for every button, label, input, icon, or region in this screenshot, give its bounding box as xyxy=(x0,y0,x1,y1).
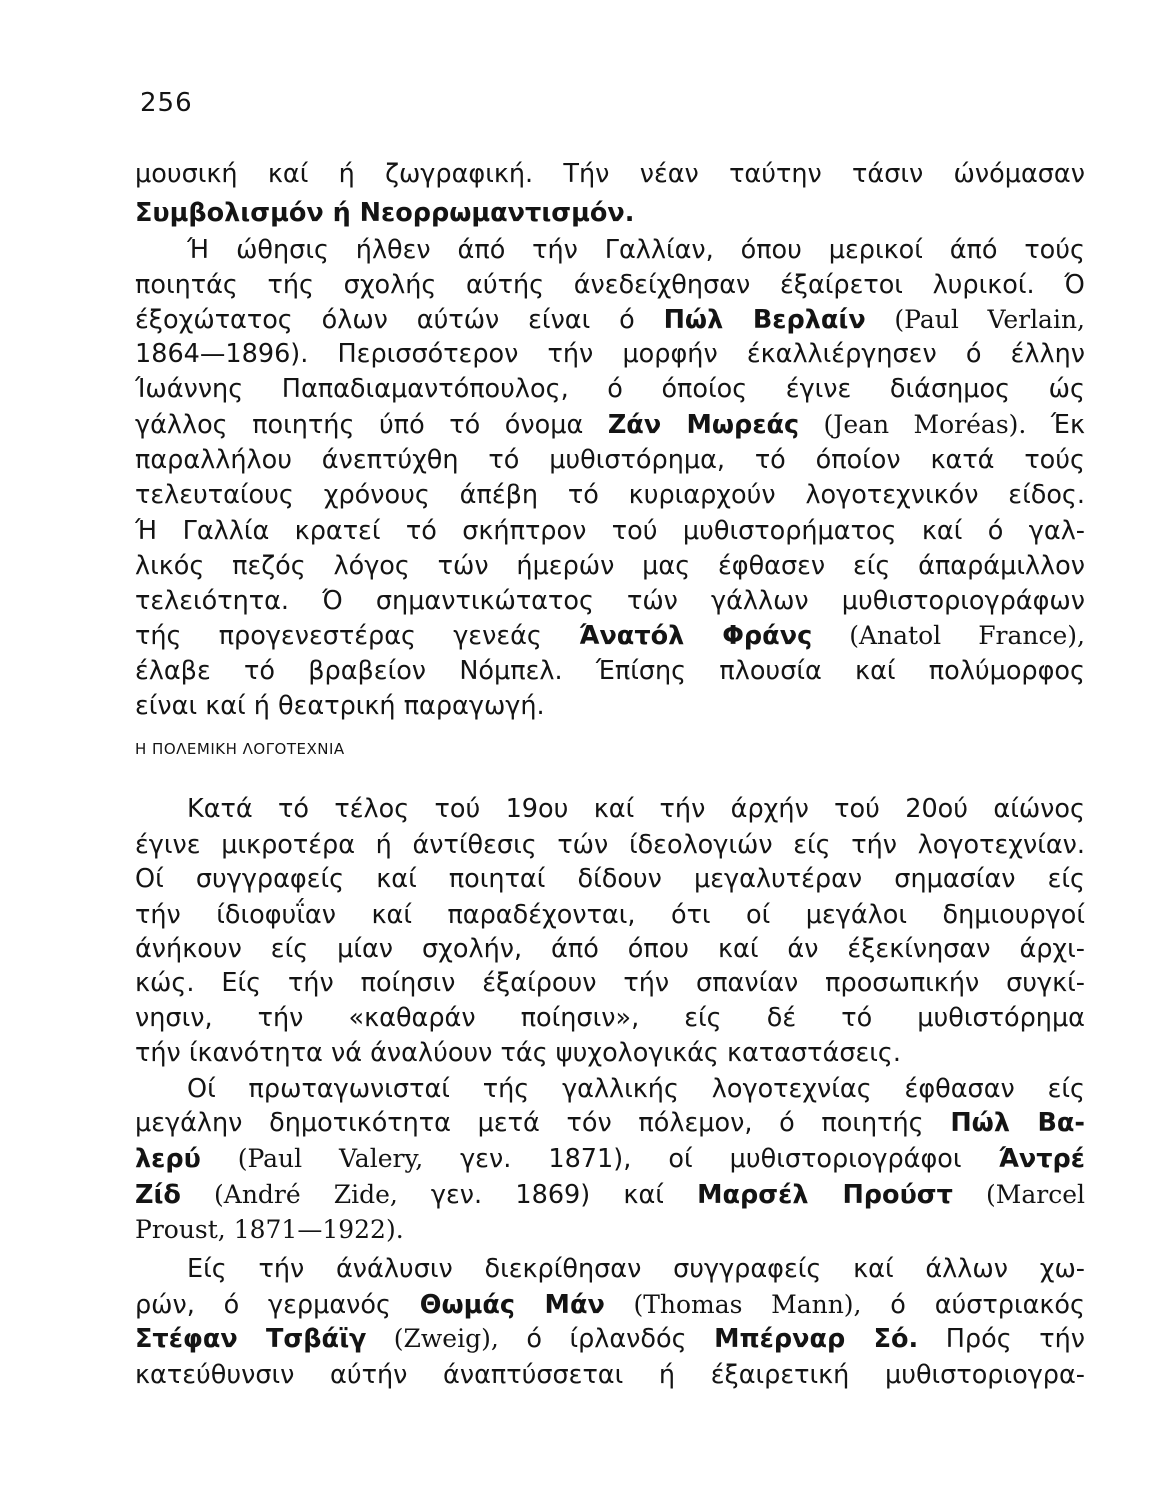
text-line xyxy=(135,478,1085,514)
text-run: νησιν, τήν «καθαράν ποίησιν», είς δέ τό μυθιστόρημα xyxy=(135,1003,1085,1033)
text-run: γάλλος ποιητής ύπό τό όνομα xyxy=(135,410,608,440)
text-run: έλαβε τό βραβείον Νόμπελ. Έπίσης πλουσία καί πολύμορφος xyxy=(135,656,1085,686)
latin-text: Proust, 1871—1922). xyxy=(135,1215,404,1244)
text-line xyxy=(135,1358,1085,1394)
text-line xyxy=(135,303,1085,339)
text-line xyxy=(135,268,1085,304)
bold-name: Θωμάς Μάν xyxy=(419,1290,605,1320)
text-run: άνήκουν είς μίαν σχολήν, άπό όπου καί άν έξεκίνησαν άρχι- xyxy=(135,934,1085,964)
text-line xyxy=(187,792,1085,828)
bold-name: Μπέρναρ Σό. xyxy=(714,1324,919,1354)
page-number: 256 xyxy=(140,88,193,118)
latin-text: (Zweig), xyxy=(366,1324,499,1353)
text-run: παραλλήλου άνεπτύχθη τό μυθιστόρημα, τό όποίον κατά τούς xyxy=(135,445,1085,475)
text-run: έγινε μικροτέρα ή άντίθεσις τών ίδεολογιών είς τήν λογοτεχνίαν. xyxy=(135,830,1085,860)
text-line xyxy=(135,443,1085,479)
bold-name: Μαρσέλ Προύστ xyxy=(697,1180,953,1210)
text-run: Οί πρωταγωνισταί τής γαλλικής λογοτεχνίας έφθασαν είς xyxy=(187,1074,1085,1104)
bold-name: Στέφαν Τσβάϊγ xyxy=(135,1324,367,1354)
text-run: 1864—1896). Περισσότερον τήν μορφήν έκαλλιέργησεν ό έλλην xyxy=(135,339,1085,369)
bold-name: Ζίδ xyxy=(135,1180,181,1210)
text-line xyxy=(135,1142,1085,1178)
bold-name: Άνατόλ Φράνς xyxy=(579,621,813,651)
text-line xyxy=(135,966,1085,1002)
text-run: έξοχώτατος όλων αύτών είναι ό xyxy=(135,305,664,335)
text-line xyxy=(187,1252,1085,1288)
latin-text: (André Zide, xyxy=(180,1180,431,1209)
text-line xyxy=(135,1001,1085,1037)
bold-name: Ζάν Μωρεάς xyxy=(607,410,800,440)
text-run: ρών, ό γερμανός xyxy=(135,1290,420,1320)
text-run: Πρός τήν xyxy=(918,1324,1085,1354)
text-line xyxy=(135,514,1085,550)
text-run: Ή Γαλλία κρατεί τό σκήπτρον τού μυθιστορήματος καί ό γαλ- xyxy=(135,516,1085,546)
text-run: Έκ xyxy=(1026,410,1085,440)
text-run: λικός πεζός λόγος τών ήμερών μας έφθασεν είς άπαράμιλλον xyxy=(135,551,1085,581)
text-run: μεγάλην δημοτικότητα μετά τόν πόλεμον, ό ποιητής xyxy=(135,1108,951,1138)
text-line xyxy=(135,549,1085,585)
text-run: είναι καί ή θεατρική παραγωγή. xyxy=(135,691,545,721)
bold-name: Πώλ Βα- xyxy=(950,1108,1085,1138)
text-run: τής προγενεστέρας γενεάς xyxy=(135,621,580,651)
text-run: γεν. 1869) καί xyxy=(430,1180,698,1210)
text-line xyxy=(135,1288,1085,1324)
text-line xyxy=(135,932,1085,968)
bold-name: Συμβολισμόν ή Νεορρωμαντισμόν. xyxy=(135,198,635,228)
text-line xyxy=(135,828,1085,864)
text-line xyxy=(135,196,634,232)
text-run: Είς τήν άνάλυσιν διεκρίθησαν συγγραφείς καί άλλων χω- xyxy=(187,1254,1085,1284)
text-run: τελειότητα. Ό σημαντικώτατος τών γάλλων μυθιστοριογράφων xyxy=(135,586,1085,616)
text-run: ό ίρλανδός xyxy=(498,1324,715,1354)
text-run: κατεύθυνσιν αύτήν άναπτύσσεται ή έξαιρετική μυθιστοριογρα- xyxy=(135,1360,1085,1390)
text-line xyxy=(187,233,1085,269)
text-run: Ίωάννης Παπαδιαμαντόπουλος, ό όποίος έγινε διάσημος ώς xyxy=(135,374,1085,404)
text-run: Οί συγγραφείς καί ποιηταί δίδουν μεγαλυτέραν σημασίαν είς xyxy=(135,864,1085,894)
latin-text: (Thomas Mann), xyxy=(604,1290,862,1319)
text-line xyxy=(135,619,1085,655)
text-line xyxy=(135,1106,1085,1142)
text-run: γεν. 1871), οί μυθιστοριογράφοι xyxy=(460,1144,999,1174)
text-line xyxy=(187,1072,1085,1108)
section-heading: Η ΠΟΛΕΜΙΚΗ ΛΟΓΟΤΕΧΝΙΑ xyxy=(135,740,345,758)
text-run: κώς. Είς τήν ποίησιν έξαίρουν τήν σπανίαν προσωπικήν συγκί- xyxy=(135,968,1085,998)
text-line xyxy=(135,654,1085,690)
text-run: τήν ίδιοφυΐαν καί παραδέχονται, ότι οί μεγάλοι δημιουργοί xyxy=(135,900,1085,930)
latin-text: (Marcel xyxy=(952,1180,1085,1209)
bold-name: Άντρέ xyxy=(998,1144,1085,1174)
text-run: μουσική καί ή ζωγραφική. Τήν νέαν ταύτην τάσιν ώνόμασαν xyxy=(135,159,1085,189)
text-line xyxy=(135,408,1085,444)
text-line xyxy=(135,1178,1085,1214)
text-line xyxy=(135,584,1085,620)
latin-text: (Jean Moréas). xyxy=(799,410,1027,439)
text-line xyxy=(135,689,545,725)
text-line xyxy=(135,898,1085,934)
text-run: Ή ώθησις ήλθεν άπό τήν Γαλλίαν, όπου μερικοί άπό τούς xyxy=(187,235,1085,265)
text-run: ό αύστριακός xyxy=(861,1290,1085,1320)
text-run: ποιητάς τής σχολής αύτής άνεδείχθησαν έξαίρετοι λυρικοί. Ό xyxy=(135,270,1085,300)
text-line xyxy=(135,157,1085,193)
text-line xyxy=(135,1213,404,1249)
text-run: τελευταίους χρόνους άπέβη τό κυριαρχούν λογοτεχνικόν είδος. xyxy=(135,480,1085,510)
text-run: Κατά τό τέλος τού 19ου καί τήν άρχήν τού 20ού αίώνος xyxy=(187,794,1085,824)
bold-name: λερύ xyxy=(135,1144,201,1174)
text-line xyxy=(135,337,1085,373)
text-line xyxy=(135,1036,901,1072)
text-run: τήν ίκανότητα νά άναλύουν τάς ψυχολογικάς καταστάσεις. xyxy=(135,1038,901,1068)
bold-name: Πώλ Βερλαίν xyxy=(663,305,866,335)
latin-text: (Anatol France), xyxy=(812,621,1085,650)
latin-text: (Paul Valery, xyxy=(200,1144,461,1173)
text-line xyxy=(135,1322,1085,1358)
text-line xyxy=(135,372,1085,408)
latin-text: (Paul Verlain, xyxy=(865,305,1085,334)
text-line xyxy=(135,862,1085,898)
